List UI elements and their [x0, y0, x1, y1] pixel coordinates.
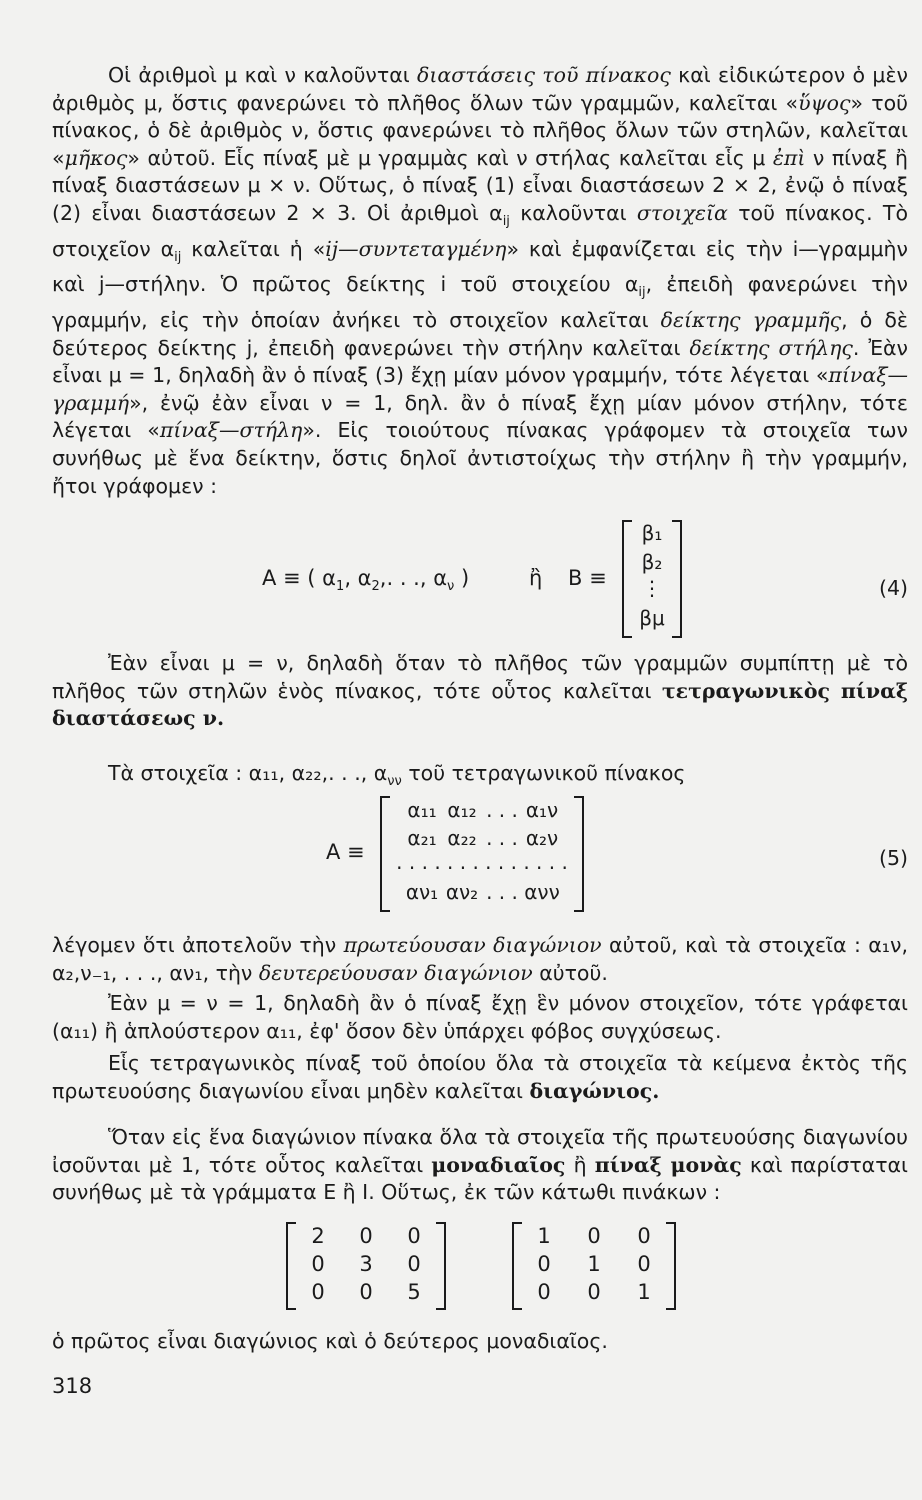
equation-number: (5): [878, 846, 908, 870]
matrix-entry: β₂: [641, 550, 663, 574]
matrix-row: 0 1 0: [537, 1252, 651, 1276]
paragraph-dimensions: [52, 62, 908, 500]
paragraph-diagonal-elements: [52, 760, 908, 796]
term-elements: στοιχεῖα: [636, 200, 728, 225]
subscript: ij: [638, 285, 646, 301]
paragraph-diagonals: [52, 932, 908, 987]
text: τοῦ πίνακος. Τὸ στοιχεῖον α: [52, 200, 908, 261]
text: Τὰ στοιχεῖα : α₁₁, α₂₂,. . ., α: [108, 761, 388, 785]
text: καὶ εἰδικώτερον ὁ μὲν ἀριθμὸς μ, ὅστις φανερώνει τὸ πλῆθος ὅλων τῶν γραμμῶν, καλεῖται «: [52, 63, 908, 115]
paragraph-identity-matrix: [52, 1124, 908, 1207]
row-vector-expression: A ≡ ( $\alpha_1$, $\alpha_2$,. . ., $\alpha_\nu$ ): [262, 566, 470, 595]
text: » τοῦ πίνακος, ὁ δὲ ἀριθμὸς ν, ὅστις φανερώνει τὸ πλῆθος ὅλων τῶν στηλῶν, καλεῖται «: [52, 90, 908, 170]
term-row-matrix: πίναξ—γραμμή: [52, 363, 908, 415]
text: », ἐνῷ ἐὰν εἶναι ν = 1, δηλ. ἂν ὁ πίναξ ἔχῃ μίαν μόνον στήλην, τότε λέγεται «: [52, 390, 908, 443]
column-vector-matrix: [622, 520, 682, 638]
text: ». Εἰς τοιούτους πίνακας γράφομεν τὰ στοιχεῖα των συνήθως μὲ ἕνα δείκτην, ὅστις δηλοῖ ἀντιστοίχως τὴν στήλην ἢ τὴν γραμμήν, ἤτοι γράφομεν :: [52, 418, 909, 498]
text: τοῦ τετραγωνικοῦ πίνακος: [401, 761, 686, 785]
matrix-row: α₁₁ α₁₂ . . . α₁ν: [407, 798, 559, 822]
matrix-row: 1 0 0: [537, 1224, 651, 1248]
a-lhs: A ≡: [326, 840, 365, 864]
term-column-matrix: πίναξ—στήλη: [159, 418, 303, 443]
b-lhs: B ≡: [568, 566, 607, 590]
subscript: ij: [502, 214, 510, 230]
subscript: νν: [387, 774, 402, 790]
term-diagonal: διαγώνιος.: [529, 1078, 660, 1103]
term-length: μῆκος: [64, 145, 128, 170]
term-row-index: δείκτης γραμμῆς: [660, 308, 842, 333]
text: Ἐὰν εἶναι μ = ν, δηλαδὴ ὅταν τὸ πλῆθος τῶν γραμμῶν συμπίπτῃ μὲ τὸ πλῆθος τῶν στηλῶν ἑνὸς πίνακος, τότε οὗτος καλεῖται: [52, 651, 908, 703]
matrix-row: . . . . . . . . . . . . . .: [396, 850, 568, 874]
matrix-row: 2 0 0: [311, 1224, 421, 1248]
term-coordinate: ij—συντεταγμένη: [325, 236, 507, 261]
term-unit-matrix: πίναξ μονὰς: [594, 1152, 742, 1177]
text: καλοῦνται: [509, 200, 637, 225]
matrix-row: αν₁ αν₂ . . . ανν: [405, 880, 560, 904]
or-word: ἢ: [529, 566, 543, 590]
matrix-row: 0 3 0: [311, 1252, 421, 1276]
paragraph-conclusion: ὁ πρῶτος εἶναι διαγώνιος καὶ ὁ δεύτερος μοναδιαῖος.: [52, 1329, 608, 1353]
term-column-index: δείκτης στήλης: [689, 335, 853, 360]
square-matrix: [380, 796, 584, 912]
text: αὐτοῦ.: [532, 960, 608, 985]
matrix-row: 0 0 1: [537, 1280, 651, 1304]
text: αὐτοῦ, καὶ τὰ στοιχεῖα : α₁ν, α₂,ν₋₁, . . ., αν₁, τὴν: [52, 933, 908, 985]
subscript: ij: [174, 249, 182, 265]
paragraph-single-element: Ἐὰν μ = ν = 1, δηλαδὴ ἂν ὁ πίναξ ἔχῃ ἓν μόνον στοιχεῖον, τότε γράφεται (α₁₁) ἢ ἁπλούστερον α₁₁, ἐφ' ὅσον δὲν ὑπάρχει φόβος συγχύσεως.: [52, 991, 908, 1043]
page-number: 318: [52, 1374, 93, 1398]
matrix-entry: β₁: [641, 521, 663, 545]
text: Εἷς τετραγωνικὸς πίναξ τοῦ ὁποίου ὅλα τὰ στοιχεῖα τὰ κείμενα ἐκτὸς τῆς πρωτευούσης διαγωνίου εἶναι μηδὲν καλεῖται: [52, 1051, 908, 1103]
equation-5: [52, 796, 908, 916]
term-height: ὕψος: [798, 90, 851, 115]
text: Ὅταν εἰς ἕνα διαγώνιον πίνακα ὅλα τὰ στοιχεῖα τῆς πρωτευούσης διαγωνίου ἰσοῦνται μὲ 1, τότε οὗτος καλεῖται: [52, 1125, 908, 1177]
paragraph-diagonal-matrix: [52, 1050, 908, 1105]
equation-number: (4): [878, 576, 908, 600]
diagonal-matrix-example: [286, 1222, 446, 1310]
term-by: ἐπὶ: [772, 145, 806, 170]
term-main-diagonal: πρωτεύουσαν διαγώνιον: [343, 933, 602, 957]
term-square-matrix: τετραγωνικὸς πίναξ διαστάσεως ν.: [52, 678, 908, 731]
matrix-entry: βμ: [639, 606, 665, 630]
matrix-row: 0 0 5: [311, 1280, 421, 1304]
text: ν πίναξ ἢ πίναξ διαστάσεων μ × ν. Οὕτως, ὁ πίναξ (1) εἶναι διαστάσεων 2 × 2, ἐνῷ ὁ πίναξ (2) εἶναι διαστάσεων 2 × 3. Οἱ ἀριθμοὶ α: [52, 145, 908, 225]
term-dimensions: διαστάσεις τοῦ πίνακος: [417, 63, 671, 87]
matrix-row: α₂₁ α₂₂ . . . α₂ν: [407, 826, 559, 850]
matrix-entry: ⋮: [642, 576, 662, 600]
term-identity: μοναδιαῖος: [431, 1152, 566, 1177]
text: λέγομεν ὅτι ἀποτελοῦν τὴν: [52, 933, 344, 957]
term-secondary-diagonal: δευτερεύουσαν διαγώνιον: [258, 960, 533, 985]
text: » αὐτοῦ. Εἷς πίναξ μὲ μ γραμμὰς καὶ ν στήλας καλεῖται εἷς μ: [127, 145, 773, 170]
text: Οἱ ἀριθμοὶ μ καὶ ν καλοῦνται: [108, 63, 418, 87]
text: , ἐπειδὴ φανερώνει τὴν γραμμήν, εἰς τὴν ὁποίαν ἀνήκει τὸ στοιχεῖον καλεῖται: [52, 272, 908, 333]
text: καλεῖται ἡ «: [181, 236, 326, 261]
text: καὶ παρίσταται συνήθως μὲ τὰ γράμματα E ἢ I. Οὕτως, ἐκ τῶν κάτωθι πινάκων :: [52, 1152, 908, 1205]
paragraph-square-matrix: [52, 650, 908, 733]
text: . Ἐὰν εἶναι μ = 1, δηλαδὴ ἂν ὁ πίναξ (3) ἔχῃ μίαν μόνον γραμμήν, τότε λέγεται «: [52, 335, 908, 388]
text: » καὶ ἐμφανίζεται εἰς τὴν i—γραμμὴν καὶ j—στήλην. Ὁ πρῶτος δείκτης i τοῦ στοιχείου α: [52, 236, 908, 297]
text: ἢ: [565, 1152, 595, 1177]
equation-4: [52, 520, 908, 644]
identity-matrix-example: [512, 1222, 676, 1310]
text: , ὁ δὲ δεύτερος δείκτης j, ἐπειδὴ φανερώνει τὴν στήλην καλεῖται: [52, 308, 908, 360]
